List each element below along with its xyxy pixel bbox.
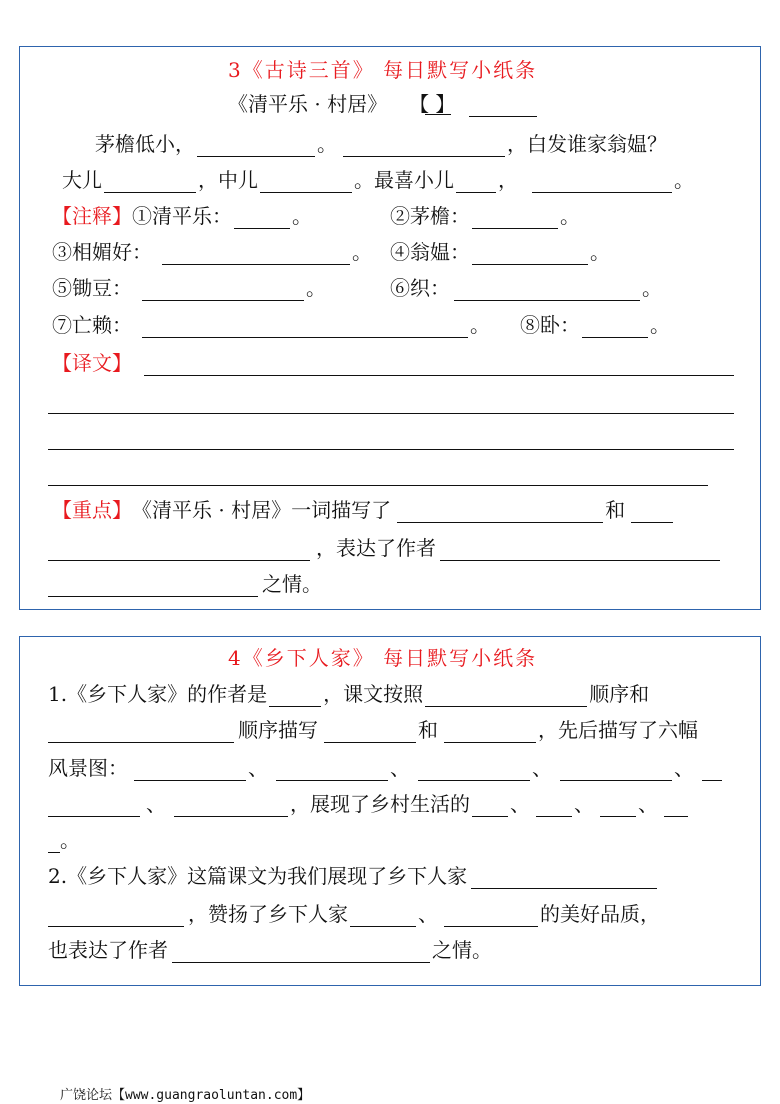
q1-blank-pic-6[interactable] <box>174 796 288 817</box>
translation-label: 【译文】 <box>52 351 132 375</box>
q1-blank-pic-3[interactable] <box>418 760 530 781</box>
q2-line-1: 2.《乡下人家》这篇课文为我们展现了乡下人家 <box>48 863 659 889</box>
notes-row-4: ⑦亡赖： 。 <box>52 313 490 337</box>
q2-blank-5[interactable] <box>172 942 430 963</box>
note-blank-4[interactable] <box>472 244 588 265</box>
q1-blank-pic-4[interactable] <box>560 760 672 781</box>
translation-line-1[interactable] <box>144 375 734 376</box>
q2-line-2: ，赞扬了乡下人家 、 的美好品质， <box>48 901 660 927</box>
q2-blank-2[interactable] <box>48 906 184 927</box>
key-label: 【重点】 <box>52 498 132 522</box>
notes-row-3b: ⑥织： 。 <box>390 276 662 300</box>
poem-title: 《清平乐 · 村居》 <box>228 92 388 116</box>
notes-row-1: 【注释】 ①清平乐： 。 <box>52 204 312 228</box>
q1-blank-life-2[interactable] <box>536 796 572 817</box>
notes-label: 【注释】 <box>52 204 132 228</box>
note-blank-6[interactable] <box>454 280 640 301</box>
dictation-card-2 <box>19 636 761 986</box>
q1-blank-pic-5b[interactable] <box>48 796 140 817</box>
notes-row-4b: ⑧卧： 。 <box>520 313 670 337</box>
author-blank[interactable] <box>425 94 451 115</box>
notes-row-2b: ④翁媪： 。 <box>390 240 610 264</box>
q1-blank-author[interactable] <box>269 686 321 707</box>
q2-blank-3[interactable] <box>350 906 416 927</box>
q2-blank-1[interactable] <box>471 868 657 889</box>
q1-blank-life-4b[interactable] <box>48 832 60 853</box>
translation-line-2[interactable] <box>48 413 734 414</box>
key-blank-5[interactable] <box>48 576 258 597</box>
translation-line-4[interactable] <box>48 485 708 486</box>
q2-line-3: 也表达了作者 之情。 <box>48 938 492 962</box>
q1-blank-pic-1[interactable] <box>134 760 246 781</box>
card-2-title: 4《乡下人家》 每日默写小纸条 <box>228 646 538 670</box>
key-row-1: 【重点】 《清平乐 · 村居》一词描写了 和 <box>52 497 675 523</box>
note-blank-8[interactable] <box>582 317 648 338</box>
q1-blank-life-3[interactable] <box>600 796 636 817</box>
footer-source: 广饶论坛【www.guangraoluntan.com】 <box>60 1088 311 1103</box>
q1-blank-scene-a[interactable] <box>324 722 416 743</box>
q1-line-1: 1.《乡下人家》的作者是 ，课文按照 顺序和 <box>48 682 650 706</box>
poem-title-row <box>228 91 539 117</box>
poem-blank-3[interactable] <box>104 172 196 193</box>
key-blank-3[interactable] <box>48 540 310 561</box>
q1-blank-pic-5a[interactable] <box>702 760 722 781</box>
poem-line-2: 大儿 ，中儿 。最喜小儿 ， 。 <box>62 168 694 192</box>
note-blank-5[interactable] <box>142 280 304 301</box>
key-row-3: 之情。 <box>48 571 322 597</box>
note-blank-2[interactable] <box>472 208 558 229</box>
q1-line-5: 。 <box>48 827 80 853</box>
q1-line-3: 风景图： 、 、 、 、 <box>48 755 724 781</box>
q1-blank-order-1[interactable] <box>425 686 587 707</box>
q2-blank-4[interactable] <box>444 906 538 927</box>
notes-row-1b: ②茅檐： 。 <box>390 204 580 228</box>
dynasty-blank[interactable] <box>469 96 537 117</box>
poem-blank-4[interactable] <box>260 172 352 193</box>
poem-blank-2[interactable] <box>343 136 505 157</box>
key-blank-1[interactable] <box>397 502 603 523</box>
poem-blank-1[interactable] <box>197 136 315 157</box>
q1-blank-order-2[interactable] <box>48 722 234 743</box>
note-blank-3[interactable] <box>162 244 350 265</box>
notes-row-2: ③相媚好： 。 <box>52 240 372 264</box>
q1-blank-life-1[interactable] <box>472 796 508 817</box>
q1-blank-scene-b[interactable] <box>444 722 536 743</box>
q1-line-2: 顺序描写 和 ，先后描写了六幅 <box>48 717 698 743</box>
key-blank-4[interactable] <box>440 540 720 561</box>
author-bracket[interactable]: 【 】 <box>409 92 456 116</box>
poem-blank-6[interactable] <box>532 172 672 193</box>
dictation-card-1 <box>19 46 761 610</box>
key-blank-2[interactable] <box>631 502 673 523</box>
notes-row-3: ⑤锄豆： 。 <box>52 276 326 300</box>
note-blank-7[interactable] <box>142 317 468 338</box>
q1-blank-pic-2[interactable] <box>276 760 388 781</box>
translation-line-3[interactable] <box>48 449 734 450</box>
poem-line-1: 茅檐低小， 。 ，白发谁家翁媪？ <box>95 132 667 156</box>
key-row-2: ，表达了作者 <box>48 535 722 561</box>
q1-line-4: 、 ，展现了乡村生活的 、 、 、 <box>48 791 690 817</box>
poem-blank-5[interactable] <box>456 172 496 193</box>
note-blank-1[interactable] <box>234 208 290 229</box>
card-1-title: 3《古诗三首》 每日默写小纸条 <box>228 58 538 82</box>
q1-blank-life-4a[interactable] <box>664 796 688 817</box>
